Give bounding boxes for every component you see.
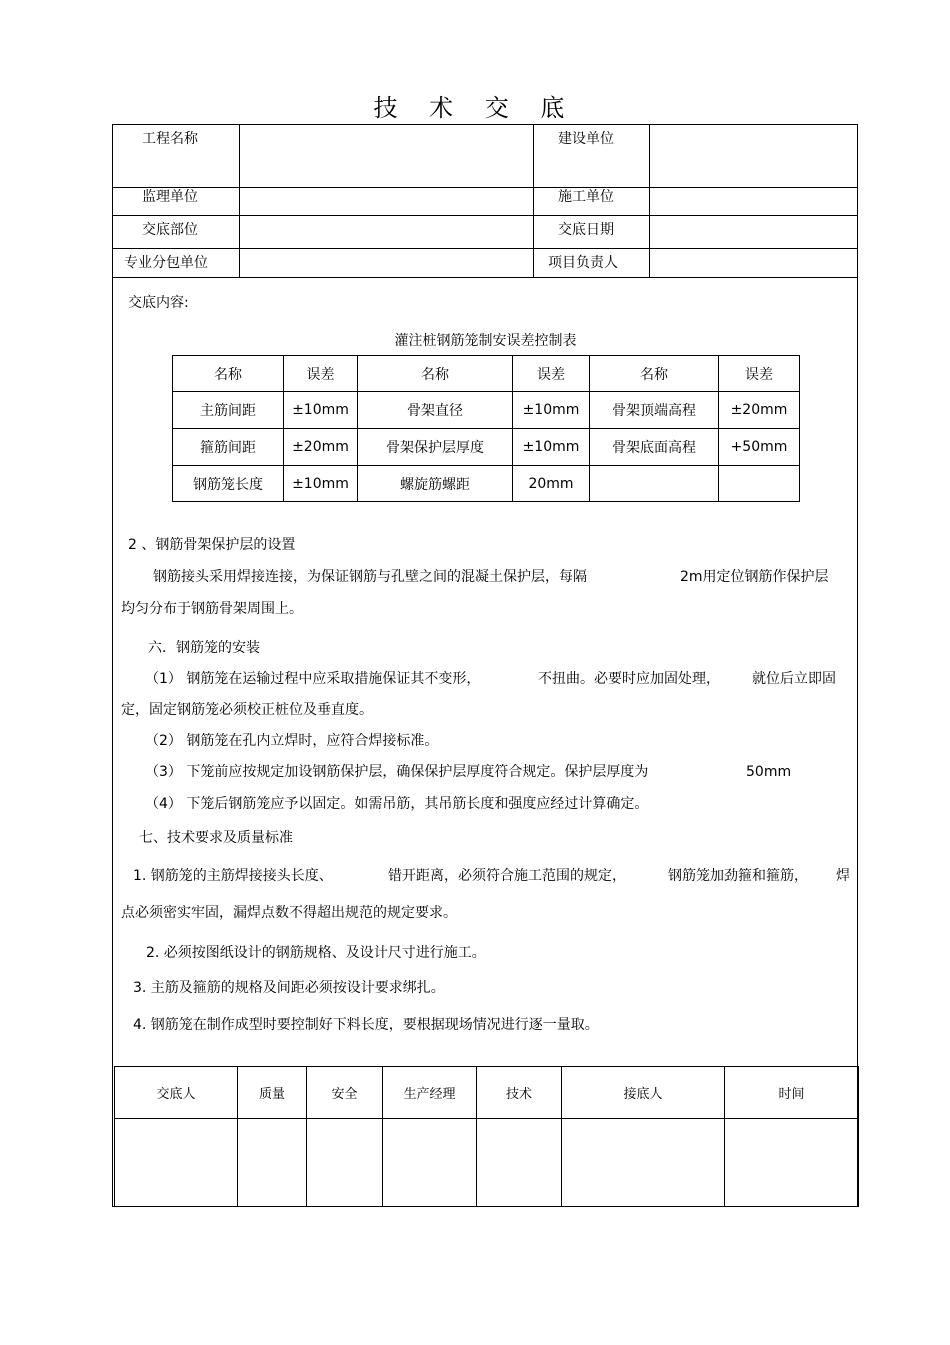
table-cell: 骨架顶端高程 (590, 392, 719, 429)
table-header-row (173, 356, 800, 392)
divider (533, 125, 534, 277)
list-item: 3. 主筋及箍筋的规格及间距必须按设计要求绑扎。 (133, 980, 445, 996)
table-cell: 20mm (513, 466, 590, 502)
section-heading: 七、技术要求及质量标准 (139, 830, 293, 846)
table-cell: 主筋间距 (173, 392, 284, 429)
date-label: 交底日期 (558, 222, 614, 238)
table-cell: 骨架保护层厚度 (358, 429, 513, 466)
list-item: 点必须密实牢固，漏焊点数不得超出规范的规定要求。 (121, 905, 457, 921)
list-item: 2. 必须按图纸设计的钢筋规格、及设计尺寸进行施工。 (146, 945, 486, 961)
paragraph: 均匀分布于钢筋骨架周围上。 (121, 601, 303, 617)
list-item: （1） 钢筋笼在运输过程中应采取措施保证其不变形， (145, 671, 481, 687)
column-header: 生产经理 (383, 1067, 477, 1119)
divider (113, 248, 857, 249)
tolerance-table (172, 355, 800, 502)
table-cell: ±20mm (284, 429, 358, 466)
list-item: （4） 下笼后钢筋笼应予以固定。如需吊筋，其吊筋长度和强度应经过计算确定。 (145, 796, 649, 812)
column-header: 名称 (590, 356, 719, 392)
table-cell: ±20mm (719, 392, 800, 429)
list-item: （2） 钢筋笼在孔内立焊时，应符合焊接标准。 (145, 733, 439, 749)
divider (649, 125, 650, 277)
column-header: 接底人 (562, 1067, 725, 1119)
table-cell (590, 466, 719, 502)
list-item: 定，固定钢筋笼必须校正桩位及垂直度。 (121, 702, 373, 718)
table-row (173, 392, 800, 429)
column-header: 交底人 (115, 1067, 238, 1119)
table-cell (719, 466, 800, 502)
supervision-unit-label: 监理单位 (142, 189, 198, 205)
list-item: （3） 下笼前应按规定加设钢筋保护层，确保保护层厚度符合规定。保护层厚度为 (145, 764, 649, 780)
table-cell: +50mm (719, 429, 800, 466)
table-cell: 骨架底面高程 (590, 429, 719, 466)
content-label: 交底内容: (128, 295, 189, 311)
column-header: 安全 (307, 1067, 383, 1119)
list-item: 50mm (746, 764, 792, 780)
table-cell: ±10mm (284, 392, 358, 429)
table-cell: ±10mm (513, 429, 590, 466)
column-header: 误差 (513, 356, 590, 392)
list-item: 1. 钢筋笼的主筋焊接接头长度、 (133, 868, 333, 884)
project-name-label: 工程名称 (142, 131, 198, 147)
project-manager-label: 项目负责人 (548, 255, 618, 271)
table-cell: 螺旋筋螺距 (358, 466, 513, 502)
column-header: 名称 (358, 356, 513, 392)
location-label: 交底部位 (142, 222, 198, 238)
column-header: 误差 (284, 356, 358, 392)
signature-cell[interactable] (477, 1119, 562, 1207)
subcontractor-label: 专业分包单位 (124, 255, 208, 271)
divider (113, 215, 857, 216)
list-item: 错开距离，必须符合施工范围的规定， (388, 868, 626, 884)
table-cell: 箍筋间距 (173, 429, 284, 466)
table-cell: 钢筋笼长度 (173, 466, 284, 502)
column-header: 质量 (238, 1067, 307, 1119)
table-caption: 灌注桩钢筋笼制安误差控制表 (394, 333, 577, 349)
table-row (115, 1119, 859, 1207)
signature-cell[interactable] (307, 1119, 383, 1207)
signature-table (114, 1066, 859, 1207)
column-header: 名称 (173, 356, 284, 392)
paragraph: 2m用定位钢筋作保护层 (680, 569, 829, 585)
paragraph: 钢筋接头采用焊接连接，为保证钢筋与孔壁之间的混凝土保护层，每隔 (153, 569, 587, 585)
page-title: 技 术 交 底 (373, 94, 577, 122)
column-header: 误差 (719, 356, 800, 392)
document-frame (112, 124, 858, 1207)
section-heading: 六．钢筋笼的安装 (148, 640, 260, 656)
table-cell: ±10mm (513, 392, 590, 429)
list-item: 4. 钢筋笼在制作成型时要控制好下料长度，要根据现场情况进行逐一量取。 (133, 1017, 599, 1033)
table-row (173, 429, 800, 466)
builder-unit-label: 施工单位 (558, 189, 614, 205)
divider (113, 187, 857, 188)
signature-cell[interactable] (238, 1119, 307, 1207)
table-header-row (115, 1067, 859, 1119)
list-item: 焊 (836, 868, 850, 884)
list-item: 就位后立即固 (752, 671, 836, 687)
signature-cell[interactable] (383, 1119, 477, 1207)
signature-cell[interactable] (115, 1119, 238, 1207)
construction-unit-label: 建设单位 (558, 131, 614, 147)
signature-cell[interactable] (562, 1119, 725, 1207)
divider (113, 277, 857, 278)
signature-cell[interactable] (725, 1119, 859, 1207)
section-heading: 2 、钢筋骨架保护层的设置 (128, 537, 296, 553)
list-item: 不扭曲。必要时应加固处理， (538, 671, 720, 687)
column-header: 技术 (477, 1067, 562, 1119)
divider (239, 125, 240, 277)
column-header: 时间 (725, 1067, 859, 1119)
table-row (173, 466, 800, 502)
table-cell: 骨架直径 (358, 392, 513, 429)
list-item: 钢筋笼加劲箍和箍筋， (668, 868, 808, 884)
table-cell: ±10mm (284, 466, 358, 502)
